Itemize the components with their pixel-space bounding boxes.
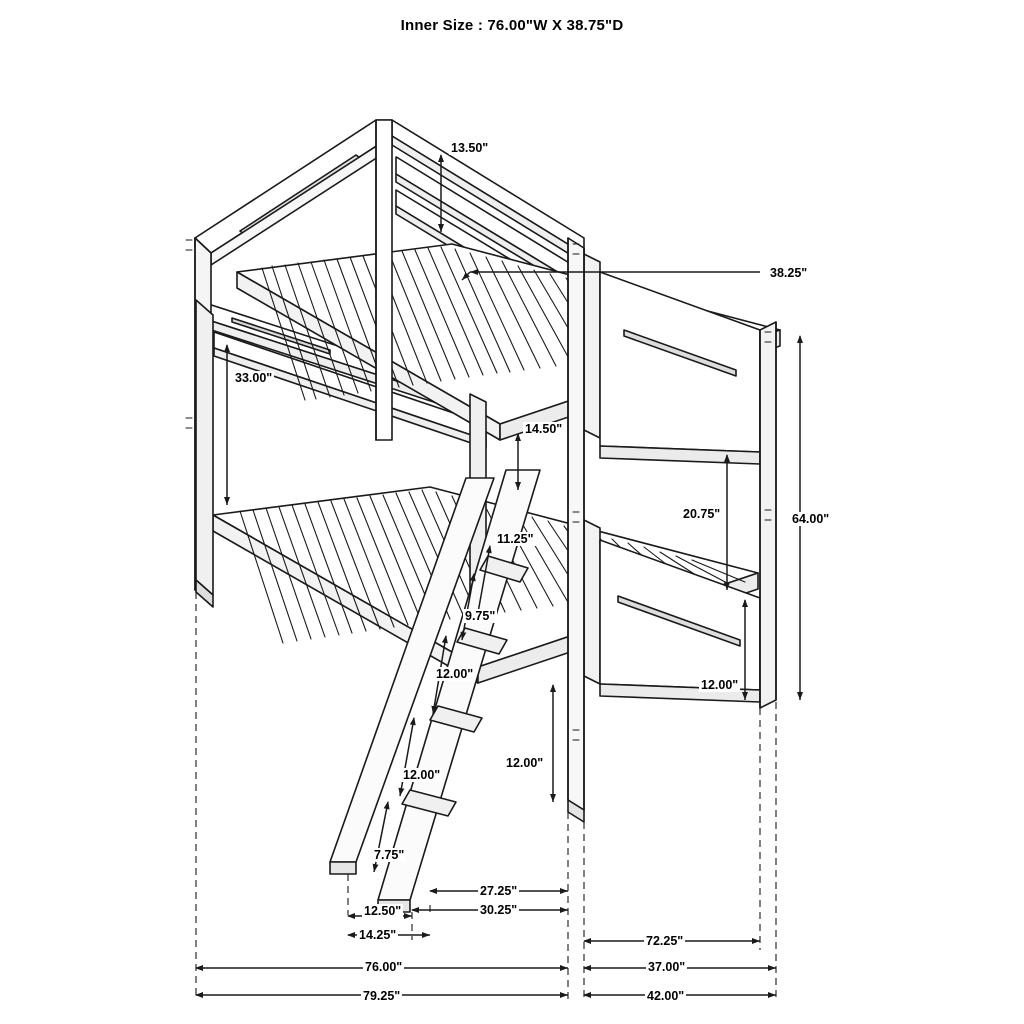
dim-overall-height: 64.00" bbox=[792, 512, 830, 526]
upper-footboard-panel bbox=[584, 254, 760, 464]
dim-ladder-total-projection: 30.25" bbox=[480, 903, 518, 917]
dim-ladder-rung-spacing: 11.25" bbox=[497, 532, 534, 546]
dim-lower-guard-rail: 20.75" bbox=[683, 507, 721, 521]
dim-lower-clearance: 33.00" bbox=[235, 371, 273, 385]
dim-ladder-foot-height: 7.75" bbox=[374, 848, 405, 862]
dim-overall-depth: 42.00" bbox=[647, 989, 685, 1003]
dim-mattress-width-depth: 38.25" bbox=[770, 266, 808, 280]
dim-ladder-rung-3: 12.00" bbox=[403, 768, 441, 782]
dim-ladder-projection: 27.25" bbox=[480, 884, 518, 898]
dim-bed-length: 76.00" bbox=[365, 960, 403, 974]
dim-ladder-rung-2: 12.00" bbox=[436, 667, 474, 681]
dim-bed-depth: 37.00" bbox=[648, 960, 686, 974]
dim-ladder-step-offset: 9.75" bbox=[465, 609, 496, 623]
dim-ladder-base-depth: 14.25" bbox=[359, 928, 397, 942]
dim-upper-bunk-deck: 14.50" bbox=[525, 422, 563, 436]
upper-headboard-panel bbox=[195, 120, 392, 262]
dim-top-guard-rail-height: 13.50" bbox=[451, 141, 489, 155]
dim-lower-bunk-clearance: 12.00" bbox=[701, 678, 739, 692]
dim-ladder-foot-depth: 12.50" bbox=[364, 904, 402, 918]
dim-lower-deck-height: 12.00" bbox=[506, 756, 544, 770]
dim-side-overall-depth: 72.25" bbox=[646, 934, 684, 948]
lower-footboard-panel bbox=[584, 520, 760, 702]
dim-overall-length: 79.25" bbox=[363, 989, 401, 1003]
page-title: Inner Size : 76.00"W X 38.75"D bbox=[400, 17, 624, 34]
